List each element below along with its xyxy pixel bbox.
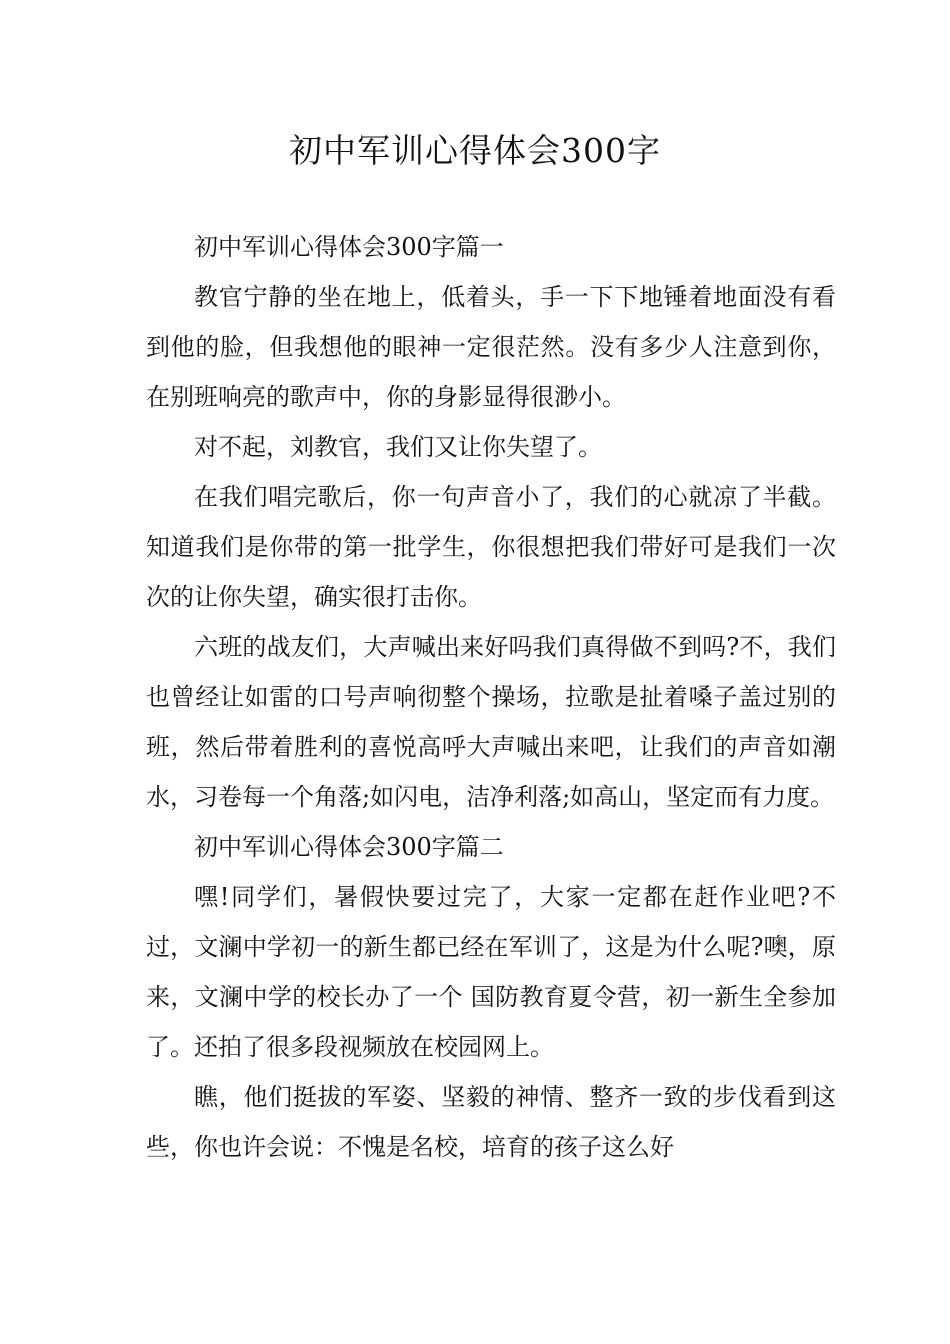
paragraph: 六班的战友们，大声喊出来好吗我们真得做不到吗?不，我们也曾经让如雷的口号声响彻整个操场，拉歌是扯着嗓子盖过别的班，然后带着胜利的喜悦高呼大声喊出来吧，让我们的声音如潮水，习卷每一个角落;如闪电，洁净利落;如高山，坚定而有力度。 xyxy=(146,633,836,811)
paragraph: 嘿!同学们，暑假快要过完了，大家一定都在赶作业吧?不过，文澜中学初一的新生都已经在军训了，这是为什么呢?噢，原来，文澜中学的校长办了一个 国防教育夏令营，初一新生全参加了。还拍了很多段视频放在校园网上。 xyxy=(146,883,836,1061)
section-heading-2: 初中军训心得体会300字篇二 xyxy=(194,833,504,861)
document-body xyxy=(146,222,836,1172)
paragraph: 在我们唱完歌后，你一句声音小了，我们的心就凉了半截。知道我们是你带的第一批学生，你很想把我们带好可是我们一次次的让你失望，确实很打击你。 xyxy=(146,483,836,611)
document-title: 初中军训心得体会300字 xyxy=(289,131,661,170)
paragraph: 教官宁静的坐在地上，低着头，手一下下地锤着地面没有看到他的脸，但我想他的眼神一定很茫然。没有多少人注意到你，在别班响亮的歌声中，你的身影显得很渺小。 xyxy=(146,283,836,411)
paragraph: 瞧，他们挺拔的军姿、坚毅的神情、整齐一致的步伐看到这些，你也许会说：不愧是名校，培育的孩子这么好 xyxy=(146,1083,836,1161)
paragraph: 对不起，刘教官，我们又让你失望了。 xyxy=(194,433,602,461)
section-heading-1: 初中军训心得体会300字篇一 xyxy=(194,233,504,261)
